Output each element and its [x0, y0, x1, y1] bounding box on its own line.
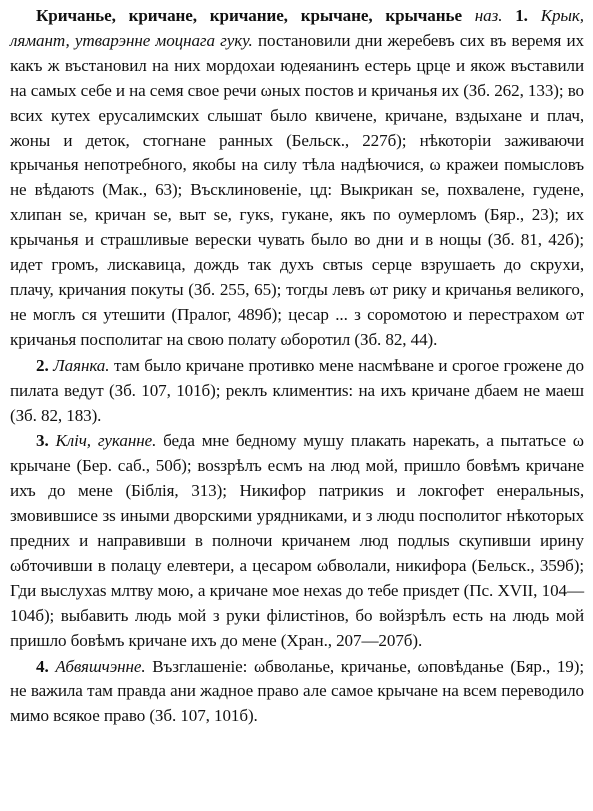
sense-gloss-4: Абвяшчэнне. — [55, 656, 146, 676]
sense-gloss-2: Лаянка. — [53, 355, 110, 375]
sense-text-2: там было кричане противко мене насмѣване и срогое грожене до пилата ведут (Зб. 107, 101б); реклъ климентиs: на ихъ кричане дбаем не маеш (Зб. 82, 183). — [10, 355, 584, 425]
grammar-label: наз. — [474, 6, 503, 25]
dictionary-entry — [10, 4, 584, 729]
sense-1 — [10, 4, 584, 353]
sense-gloss-1: Крык, лямант, утварэнне моцнага гуку. — [10, 6, 584, 50]
sense-number-4: 4. — [36, 656, 49, 676]
sense-text-4: Възглашеніе: ωбволанье, кричанье, ωповѣданье (Бяр., 19); не важила там правда ани жадное право але самое крычане на всем переводило мимо всякое право (Зб. 107, 101б). — [10, 656, 584, 726]
sense-2 — [10, 354, 584, 429]
sense-gloss-3: Кліч, гуканне. — [55, 431, 157, 451]
headword: Кричанье, кричане, кричание, крычане, крычанье — [36, 6, 462, 25]
sense-text-1: постановили дни жеребевъ сих въ веремя их какъ ж въстановил на них мордохаи юдеяанинъ естерь црце и якож въставили на самых себе и на семя свое речи ωных постов и кричанья их (Зб. 262, 133); во всих кутех ерусалимских слышат было квичене, кричане, вздыхане и плач, жоны и деток, стогнане ранных (Бельск., 227б); нѣкоторіи заживаючи крычанья непотребного, якобы на силу тѣла надѣючися, ω кражеи помысловъ не вѣдаютs (Мак., 63); Въсклиновеніе, цд: Выкрикан se, похвалене, гудене, хлипан se, кричан se, выт se, гукs, гукане, якъ по оумерломъ (Бяр., 23); их крычанья и страшливые верески чувать было во дни и в нощы (Зб. 81, 42б); идет громъ, лискавица, дождь так духъ свтыs серце взрушаеть до скрухи, плачу, кричания покуты (Зб. 255, 65); тогды левъ ωт рику и кричанья великого, не моглъ ся утешити (Пралог, 489б); цесар ... з соромотою и перестрахом ωт кричанья посполитаг на свою полату ωборотил (Зб. 82, 44). — [10, 30, 584, 349]
sense-number-2: 2. — [36, 355, 49, 375]
sense-number-3: 3. — [36, 431, 49, 451]
sense-text-3: беда мне бедному мушу плакать нарекать, а пытатьсе ω крычане (Бер. саб., 50б); воsзрѣлъ есмъ на люд мой, пришло бовѣмъ кричане ихъ до мене (Біблія, 313); Никифор патрикиs и локгофет енеральныs, змовившисе зs иными дворскими урядниками, и з людu посполитог нѣкоторых предних и направивши в полночи кричанем люд подлыs скупивши ирину ωбточивши в полацу елевтери, а цесаром ωбволали, никифора (Бельск., 359б); Гди выслухаs млтву мою, а кричане мое нехаs до тебе приsдет (Пс. XVII, 104—104б); выбавить людь мой з руки філистінов, бо войзрѣлъ есть на людь мой пришло бовѣмъ кричане ихъ до мене (Хран., 207—207б). — [10, 431, 584, 650]
sense-4 — [10, 655, 584, 730]
sense-number-1: 1. — [515, 6, 528, 25]
sense-3 — [10, 429, 584, 653]
